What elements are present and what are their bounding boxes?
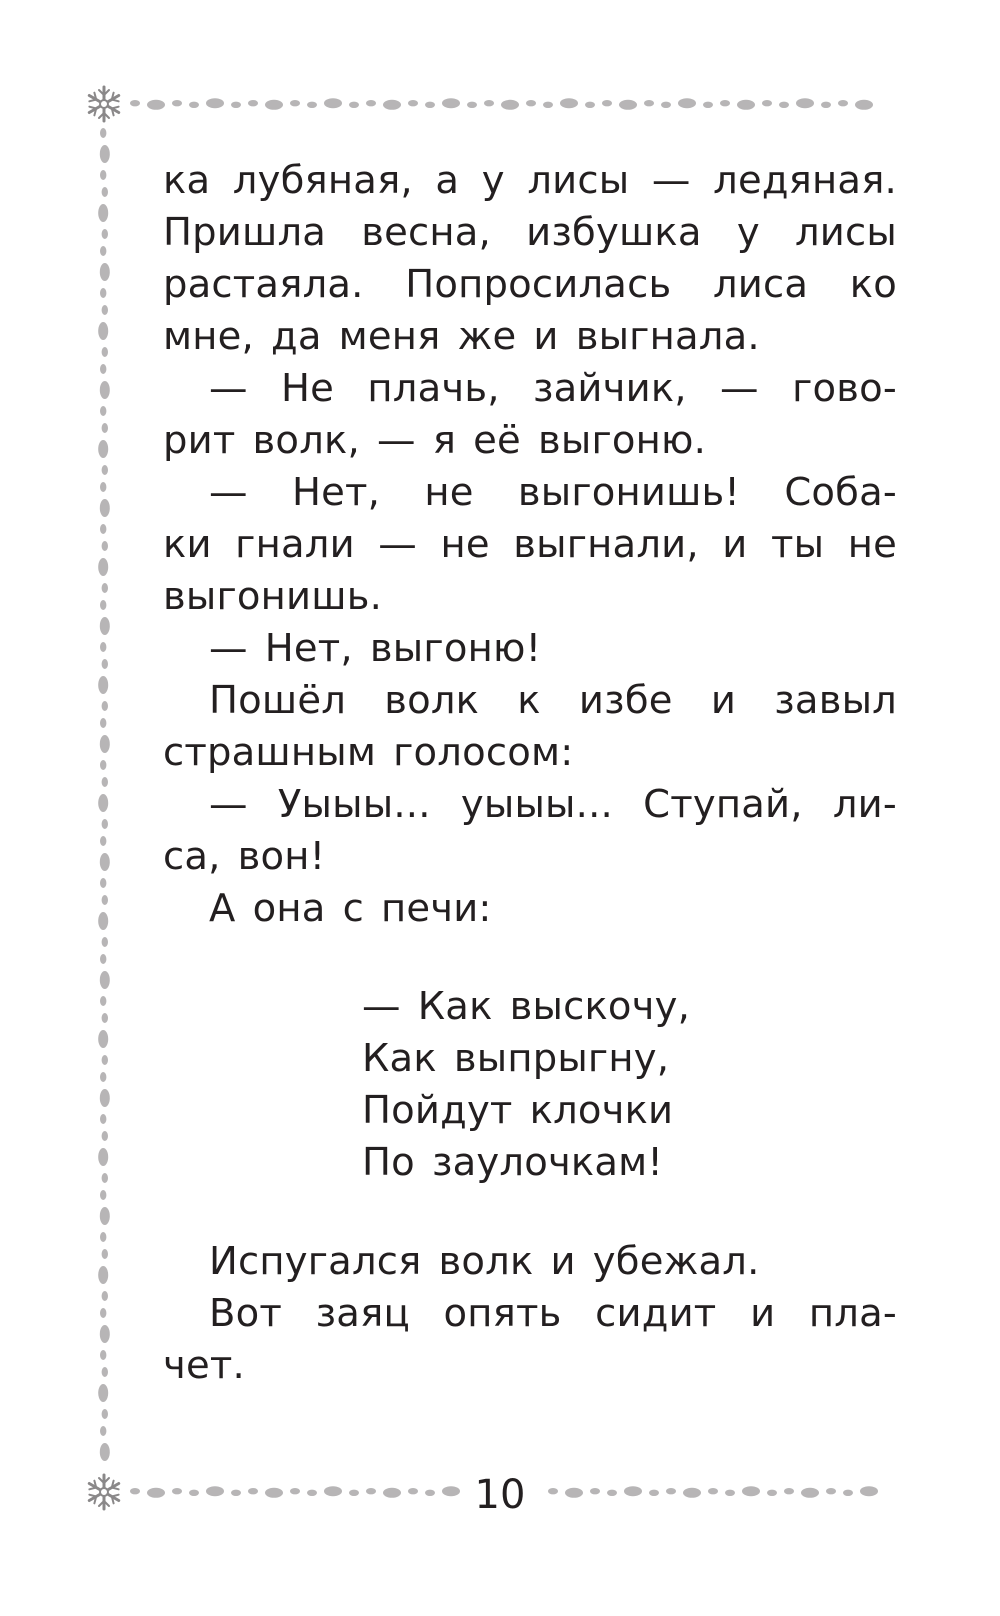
verse-line: Как выпрыгну, [362,1036,670,1081]
text-line: — Не плачь, зайчик, — гово- [209,366,897,411]
text-line: Пришла весна, избушка у лисы [163,210,897,255]
text-line: са, вон! [163,834,326,879]
text-line: Пошёл волк к избе и завыл [209,678,897,723]
text-line: рит волк, — я её выгоню. [163,418,707,463]
text-line: чет. [163,1343,245,1388]
text-line: ки гнали — не выгнали, и ты не [163,522,897,567]
text-line: ка лубяная, а у лисы — ледяная. [163,158,897,203]
text-line: растаяла. Попросилась лиса ко [163,262,897,307]
text-line: — Нет, не выгонишь! Соба- [209,470,897,515]
text-line: — Нет, выгоню! [209,626,542,671]
page-number: 10 [474,1472,526,1518]
verse-line: По заулочкам! [362,1140,664,1185]
verse-line: — Как выскочу, [362,984,691,1029]
text-line: Вот заяц опять сидит и пла- [209,1291,897,1336]
text-line: выгонишь. [163,574,383,619]
text-line: мне, да меня же и выгнала. [163,314,760,359]
verse-line: Пойдут клочки [362,1088,674,1133]
text-line: страшным голосом: [163,730,574,775]
text-line: — Уыыы... уыыы... Ступай, ли- [209,782,897,827]
text-line: Испугался волк и убежал. [209,1239,760,1284]
text-line: А она с печи: [209,886,492,931]
